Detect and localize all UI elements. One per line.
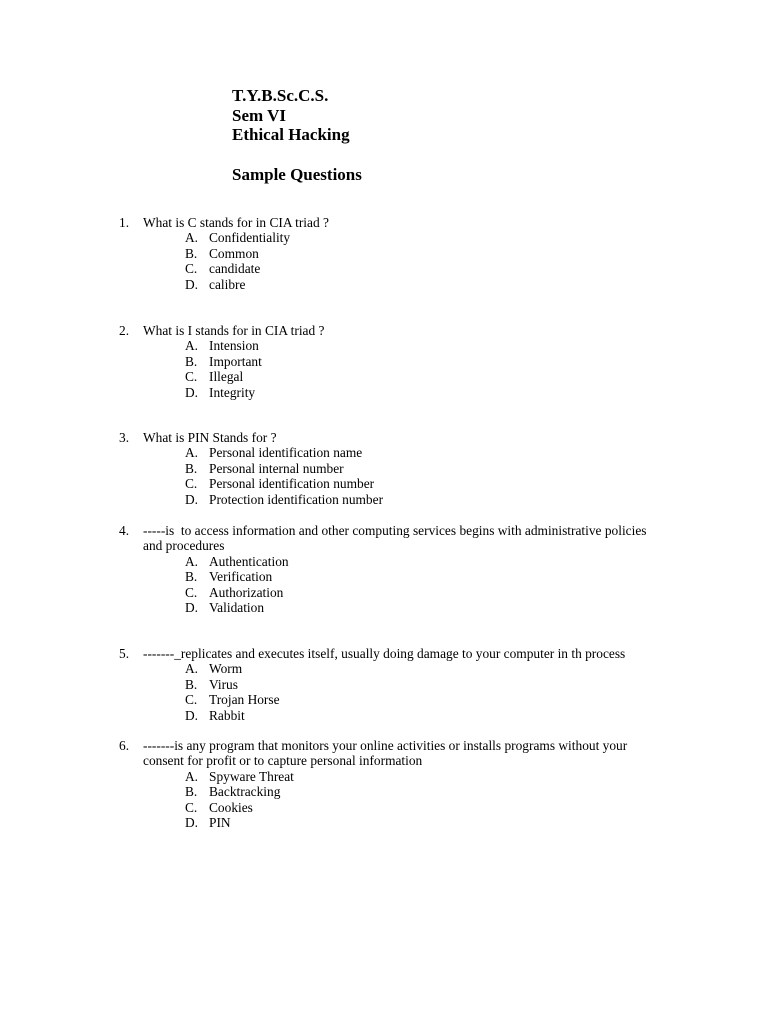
option-text: Personal internal number xyxy=(209,460,344,476)
question-number: 3. xyxy=(119,430,130,445)
question-text: What is C stands for in CIA triad ? xyxy=(143,215,329,230)
option-letter: B. xyxy=(185,676,198,692)
option-text: Important xyxy=(209,353,262,369)
option-letter: B. xyxy=(185,569,198,585)
question-text: What is I stands for in CIA triad ? xyxy=(143,323,325,338)
option-text: Backtracking xyxy=(209,784,281,800)
option-text: PIN xyxy=(209,815,231,831)
question-number: 1. xyxy=(119,215,130,230)
option-list xyxy=(119,230,659,292)
option-text: calibre xyxy=(209,276,246,292)
question-text: What is PIN Stands for ? xyxy=(143,430,277,445)
option-letter: C. xyxy=(185,476,198,492)
option-text: Personal identification number xyxy=(209,476,375,492)
option-a xyxy=(119,769,659,784)
option-letter: A. xyxy=(185,768,199,784)
course-name: T.Y.B.Sc.C.S. xyxy=(232,86,329,105)
option-letter: A. xyxy=(185,230,199,246)
question-text: -------_replicates and executes itself, usually doing damage to your computer in th process xyxy=(143,646,626,661)
option-text: candidate xyxy=(209,261,261,277)
question-number: 2. xyxy=(119,323,130,338)
option-letter: B. xyxy=(185,784,198,800)
option-letter: C. xyxy=(185,369,198,385)
option-b xyxy=(119,569,659,584)
option-d xyxy=(119,600,659,615)
option-text: Rabbit xyxy=(209,707,245,723)
option-letter: C. xyxy=(185,799,198,815)
option-letter: D. xyxy=(185,384,199,400)
option-list xyxy=(119,661,659,723)
question-5 xyxy=(119,646,659,723)
option-list xyxy=(119,554,659,616)
option-letter: D. xyxy=(185,600,199,616)
option-c xyxy=(119,261,659,276)
option-letter: B. xyxy=(185,245,198,261)
option-text: Intension xyxy=(209,338,259,354)
option-list xyxy=(119,769,659,831)
option-d xyxy=(119,708,659,723)
question-3 xyxy=(119,430,659,507)
document-header xyxy=(232,86,362,184)
option-text: Common xyxy=(209,245,259,261)
option-text: Worm xyxy=(209,661,243,677)
option-letter: A. xyxy=(185,445,199,461)
option-text: Verification xyxy=(209,569,273,585)
option-letter: B. xyxy=(185,353,198,369)
question-text: -------is any program that monitors your online activities or installs programs without your consent for profit or to capture personal information xyxy=(143,738,631,769)
option-letter: D. xyxy=(185,276,199,292)
option-text: Cookies xyxy=(209,799,253,815)
question-number: 4. xyxy=(119,523,130,538)
option-a xyxy=(119,554,659,569)
option-text: Spyware Threat xyxy=(209,768,294,784)
question-text: -----is to access information and other computing services begins with administrative policies and procedures xyxy=(143,523,650,554)
option-text: Confidentiality xyxy=(209,230,291,246)
option-c xyxy=(119,369,659,384)
option-letter: C. xyxy=(185,692,198,708)
option-list xyxy=(119,445,659,507)
option-a xyxy=(119,230,659,245)
option-d xyxy=(119,492,659,507)
option-d xyxy=(119,815,659,830)
option-b xyxy=(119,784,659,799)
option-letter: A. xyxy=(185,338,199,354)
option-text: Virus xyxy=(209,676,238,692)
question-number: 5. xyxy=(119,646,130,661)
question-6 xyxy=(119,738,659,830)
option-text: Protection identification number xyxy=(209,491,384,507)
option-letter: D. xyxy=(185,491,199,507)
option-letter: C. xyxy=(185,584,198,600)
option-c xyxy=(119,800,659,815)
option-d xyxy=(119,277,659,292)
option-text: Personal identification name xyxy=(209,445,363,461)
option-list xyxy=(119,338,659,400)
option-letter: A. xyxy=(185,553,199,569)
option-letter: C. xyxy=(185,261,198,277)
option-letter: B. xyxy=(185,460,198,476)
option-text: Validation xyxy=(209,600,265,616)
option-b xyxy=(119,461,659,476)
option-text: Authentication xyxy=(209,553,289,569)
question-4 xyxy=(119,523,659,615)
option-letter: D. xyxy=(185,815,199,831)
option-a xyxy=(119,661,659,676)
question-2 xyxy=(119,323,659,400)
option-c xyxy=(119,476,659,491)
option-b xyxy=(119,246,659,261)
option-text: Authorization xyxy=(209,584,284,600)
option-a xyxy=(119,445,659,460)
option-a xyxy=(119,338,659,353)
option-text: Trojan Horse xyxy=(209,692,280,708)
option-b xyxy=(119,354,659,369)
option-letter: D. xyxy=(185,707,199,723)
option-d xyxy=(119,385,659,400)
option-c xyxy=(119,585,659,600)
option-text: Integrity xyxy=(209,384,256,400)
option-letter: A. xyxy=(185,661,199,677)
option-text: Illegal xyxy=(209,369,244,385)
question-1 xyxy=(119,215,659,292)
subject-title: Ethical Hacking xyxy=(232,125,350,144)
option-c xyxy=(119,692,659,707)
semester: Sem VI xyxy=(232,105,286,125)
option-b xyxy=(119,677,659,692)
page-title: Sample Questions xyxy=(232,164,362,184)
question-number: 6. xyxy=(119,738,130,753)
